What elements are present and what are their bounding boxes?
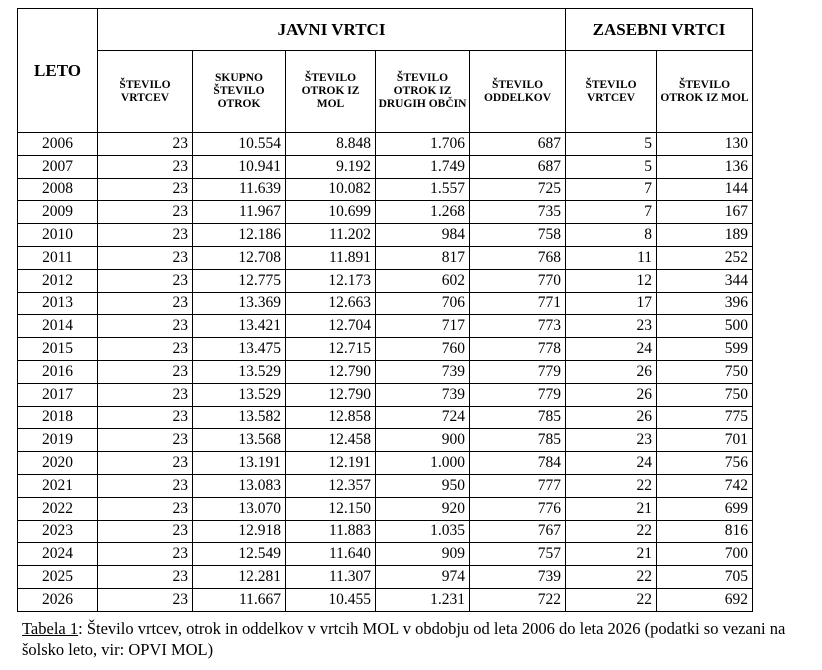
value-cell: 770 bbox=[470, 269, 566, 292]
value-cell: 13.191 bbox=[193, 452, 286, 475]
value-cell: 189 bbox=[657, 224, 753, 247]
value-cell: 23 bbox=[566, 315, 657, 338]
value-cell: 11.202 bbox=[286, 224, 376, 247]
year-cell: 2021 bbox=[18, 474, 98, 497]
value-cell: 13.369 bbox=[193, 292, 286, 315]
value-cell: 771 bbox=[470, 292, 566, 315]
table-row bbox=[18, 133, 753, 156]
value-cell: 750 bbox=[657, 360, 753, 383]
column-header-otrok-iz-drugih-obcin: ŠTEVILO OTROK IZ DRUGIH OBČIN bbox=[376, 51, 470, 133]
table-row bbox=[18, 315, 753, 338]
value-cell: 26 bbox=[566, 360, 657, 383]
value-cell: 12.663 bbox=[286, 292, 376, 315]
table-row bbox=[18, 224, 753, 247]
value-cell: 699 bbox=[657, 497, 753, 520]
value-cell: 12.549 bbox=[193, 543, 286, 566]
value-cell: 984 bbox=[376, 224, 470, 247]
value-cell: 11.967 bbox=[193, 201, 286, 224]
value-cell: 23 bbox=[98, 497, 193, 520]
value-cell: 11.639 bbox=[193, 178, 286, 201]
value-cell: 779 bbox=[470, 383, 566, 406]
sub-header-row bbox=[18, 51, 753, 133]
group-header-javni: JAVNI VRTCI bbox=[98, 9, 566, 51]
value-cell: 23 bbox=[98, 155, 193, 178]
column-header-javni-otrok-iz-mol: ŠTEVILO OTROK IZ MOL bbox=[286, 51, 376, 133]
value-cell: 10.082 bbox=[286, 178, 376, 201]
value-cell: 23 bbox=[98, 360, 193, 383]
year-cell: 2007 bbox=[18, 155, 98, 178]
value-cell: 12.918 bbox=[193, 520, 286, 543]
table-row bbox=[18, 269, 753, 292]
value-cell: 1.000 bbox=[376, 452, 470, 475]
value-cell: 7 bbox=[566, 201, 657, 224]
value-cell: 252 bbox=[657, 246, 753, 269]
table-row bbox=[18, 246, 753, 269]
table-row bbox=[18, 543, 753, 566]
column-header-leto: LETO bbox=[18, 9, 98, 133]
table-row bbox=[18, 338, 753, 361]
value-cell: 739 bbox=[470, 566, 566, 589]
value-cell: 735 bbox=[470, 201, 566, 224]
year-cell: 2013 bbox=[18, 292, 98, 315]
value-cell: 705 bbox=[657, 566, 753, 589]
table-row bbox=[18, 201, 753, 224]
value-cell: 767 bbox=[470, 520, 566, 543]
value-cell: 22 bbox=[566, 520, 657, 543]
year-cell: 2018 bbox=[18, 406, 98, 429]
value-cell: 1.268 bbox=[376, 201, 470, 224]
table-row bbox=[18, 155, 753, 178]
value-cell: 21 bbox=[566, 497, 657, 520]
value-cell: 23 bbox=[98, 178, 193, 201]
table-row bbox=[18, 178, 753, 201]
value-cell: 23 bbox=[98, 588, 193, 611]
value-cell: 344 bbox=[657, 269, 753, 292]
table-row bbox=[18, 588, 753, 611]
value-cell: 742 bbox=[657, 474, 753, 497]
table-row bbox=[18, 429, 753, 452]
value-cell: 12 bbox=[566, 269, 657, 292]
table-row bbox=[18, 452, 753, 475]
value-cell: 8.848 bbox=[286, 133, 376, 156]
value-cell: 23 bbox=[98, 246, 193, 269]
value-cell: 5 bbox=[566, 133, 657, 156]
column-header-zasebni-stevilo-vrtcev: ŠTEVILO VRTCEV bbox=[566, 51, 657, 133]
year-cell: 2014 bbox=[18, 315, 98, 338]
value-cell: 167 bbox=[657, 201, 753, 224]
value-cell: 12.704 bbox=[286, 315, 376, 338]
value-cell: 10.699 bbox=[286, 201, 376, 224]
value-cell: 12.357 bbox=[286, 474, 376, 497]
value-cell: 768 bbox=[470, 246, 566, 269]
value-cell: 23 bbox=[98, 543, 193, 566]
value-cell: 22 bbox=[566, 566, 657, 589]
column-header-skupno-stevilo-otrok: SKUPNO ŠTEVILO OTROK bbox=[193, 51, 286, 133]
value-cell: 816 bbox=[657, 520, 753, 543]
value-cell: 12.790 bbox=[286, 383, 376, 406]
value-cell: 750 bbox=[657, 383, 753, 406]
group-header-zasebni: ZASEBNI VRTCI bbox=[566, 9, 753, 51]
value-cell: 687 bbox=[470, 133, 566, 156]
table-row bbox=[18, 497, 753, 520]
group-header-row bbox=[18, 9, 753, 51]
value-cell: 26 bbox=[566, 406, 657, 429]
value-cell: 12.458 bbox=[286, 429, 376, 452]
value-cell: 23 bbox=[98, 452, 193, 475]
value-cell: 687 bbox=[470, 155, 566, 178]
column-header-javni-stevilo-vrtcev: ŠTEVILO VRTCEV bbox=[98, 51, 193, 133]
value-cell: 9.192 bbox=[286, 155, 376, 178]
table-row bbox=[18, 474, 753, 497]
value-cell: 1.557 bbox=[376, 178, 470, 201]
value-cell: 13.475 bbox=[193, 338, 286, 361]
year-cell: 2015 bbox=[18, 338, 98, 361]
value-cell: 1.231 bbox=[376, 588, 470, 611]
year-cell: 2010 bbox=[18, 224, 98, 247]
value-cell: 396 bbox=[657, 292, 753, 315]
value-cell: 599 bbox=[657, 338, 753, 361]
year-cell: 2023 bbox=[18, 520, 98, 543]
value-cell: 706 bbox=[376, 292, 470, 315]
column-header-zasebni-otrok-iz-mol: ŠTEVILO OTROK IZ MOL bbox=[657, 51, 753, 133]
year-cell: 2026 bbox=[18, 588, 98, 611]
value-cell: 23 bbox=[98, 383, 193, 406]
value-cell: 11.667 bbox=[193, 588, 286, 611]
value-cell: 23 bbox=[98, 474, 193, 497]
table-row bbox=[18, 406, 753, 429]
value-cell: 11.891 bbox=[286, 246, 376, 269]
value-cell: 776 bbox=[470, 497, 566, 520]
value-cell: 758 bbox=[470, 224, 566, 247]
value-cell: 23 bbox=[98, 315, 193, 338]
value-cell: 920 bbox=[376, 497, 470, 520]
value-cell: 784 bbox=[470, 452, 566, 475]
value-cell: 13.070 bbox=[193, 497, 286, 520]
value-cell: 22 bbox=[566, 474, 657, 497]
table-container bbox=[17, 8, 752, 612]
value-cell: 775 bbox=[657, 406, 753, 429]
table-row bbox=[18, 383, 753, 406]
value-cell: 7 bbox=[566, 178, 657, 201]
column-header-stevilo-oddelkov: ŠTEVILO ODDELKOV bbox=[470, 51, 566, 133]
value-cell: 11.883 bbox=[286, 520, 376, 543]
value-cell: 23 bbox=[98, 269, 193, 292]
value-cell: 717 bbox=[376, 315, 470, 338]
year-cell: 2009 bbox=[18, 201, 98, 224]
value-cell: 777 bbox=[470, 474, 566, 497]
value-cell: 136 bbox=[657, 155, 753, 178]
table-caption bbox=[22, 618, 812, 660]
value-cell: 23 bbox=[98, 338, 193, 361]
value-cell: 785 bbox=[470, 406, 566, 429]
value-cell: 130 bbox=[657, 133, 753, 156]
value-cell: 23 bbox=[98, 224, 193, 247]
value-cell: 974 bbox=[376, 566, 470, 589]
value-cell: 13.421 bbox=[193, 315, 286, 338]
year-cell: 2022 bbox=[18, 497, 98, 520]
table-row bbox=[18, 292, 753, 315]
value-cell: 5 bbox=[566, 155, 657, 178]
year-cell: 2019 bbox=[18, 429, 98, 452]
value-cell: 23 bbox=[98, 429, 193, 452]
table-row bbox=[18, 520, 753, 543]
value-cell: 817 bbox=[376, 246, 470, 269]
value-cell: 785 bbox=[470, 429, 566, 452]
value-cell: 23 bbox=[566, 429, 657, 452]
value-cell: 22 bbox=[566, 588, 657, 611]
value-cell: 13.529 bbox=[193, 383, 286, 406]
value-cell: 757 bbox=[470, 543, 566, 566]
value-cell: 13.529 bbox=[193, 360, 286, 383]
table-row bbox=[18, 566, 753, 589]
year-cell: 2020 bbox=[18, 452, 98, 475]
value-cell: 12.715 bbox=[286, 338, 376, 361]
value-cell: 12.790 bbox=[286, 360, 376, 383]
value-cell: 692 bbox=[657, 588, 753, 611]
year-cell: 2011 bbox=[18, 246, 98, 269]
value-cell: 1.035 bbox=[376, 520, 470, 543]
value-cell: 8 bbox=[566, 224, 657, 247]
caption-label: Tabela 1 bbox=[22, 619, 79, 638]
value-cell: 779 bbox=[470, 360, 566, 383]
value-cell: 12.173 bbox=[286, 269, 376, 292]
value-cell: 11 bbox=[566, 246, 657, 269]
value-cell: 12.150 bbox=[286, 497, 376, 520]
year-cell: 2016 bbox=[18, 360, 98, 383]
value-cell: 13.083 bbox=[193, 474, 286, 497]
value-cell: 773 bbox=[470, 315, 566, 338]
value-cell: 10.455 bbox=[286, 588, 376, 611]
value-cell: 13.582 bbox=[193, 406, 286, 429]
value-cell: 26 bbox=[566, 383, 657, 406]
value-cell: 739 bbox=[376, 383, 470, 406]
value-cell: 900 bbox=[376, 429, 470, 452]
value-cell: 24 bbox=[566, 452, 657, 475]
value-cell: 1.749 bbox=[376, 155, 470, 178]
value-cell: 11.307 bbox=[286, 566, 376, 589]
value-cell: 144 bbox=[657, 178, 753, 201]
value-cell: 950 bbox=[376, 474, 470, 497]
year-cell: 2012 bbox=[18, 269, 98, 292]
table-row bbox=[18, 360, 753, 383]
value-cell: 756 bbox=[657, 452, 753, 475]
value-cell: 11.640 bbox=[286, 543, 376, 566]
value-cell: 500 bbox=[657, 315, 753, 338]
value-cell: 12.186 bbox=[193, 224, 286, 247]
year-cell: 2025 bbox=[18, 566, 98, 589]
value-cell: 23 bbox=[98, 133, 193, 156]
value-cell: 12.281 bbox=[193, 566, 286, 589]
value-cell: 17 bbox=[566, 292, 657, 315]
value-cell: 12.858 bbox=[286, 406, 376, 429]
year-cell: 2006 bbox=[18, 133, 98, 156]
year-cell: 2017 bbox=[18, 383, 98, 406]
value-cell: 10.554 bbox=[193, 133, 286, 156]
value-cell: 13.568 bbox=[193, 429, 286, 452]
value-cell: 23 bbox=[98, 292, 193, 315]
value-cell: 10.941 bbox=[193, 155, 286, 178]
value-cell: 21 bbox=[566, 543, 657, 566]
table-body bbox=[18, 133, 753, 612]
value-cell: 23 bbox=[98, 406, 193, 429]
value-cell: 724 bbox=[376, 406, 470, 429]
caption-text: : Število vrtcev, otrok in oddelkov v vrtcih MOL v obdobju od leta 2006 do leta 2026 (podatki so vezani na šolsko leto, vir: OPVI MOL) bbox=[22, 619, 786, 659]
value-cell: 722 bbox=[470, 588, 566, 611]
value-cell: 23 bbox=[98, 566, 193, 589]
value-cell: 12.708 bbox=[193, 246, 286, 269]
year-cell: 2008 bbox=[18, 178, 98, 201]
value-cell: 739 bbox=[376, 360, 470, 383]
value-cell: 12.191 bbox=[286, 452, 376, 475]
value-cell: 760 bbox=[376, 338, 470, 361]
value-cell: 778 bbox=[470, 338, 566, 361]
value-cell: 725 bbox=[470, 178, 566, 201]
value-cell: 909 bbox=[376, 543, 470, 566]
year-cell: 2024 bbox=[18, 543, 98, 566]
value-cell: 700 bbox=[657, 543, 753, 566]
value-cell: 23 bbox=[98, 520, 193, 543]
value-cell: 602 bbox=[376, 269, 470, 292]
value-cell: 24 bbox=[566, 338, 657, 361]
value-cell: 12.775 bbox=[193, 269, 286, 292]
kindergarten-table bbox=[17, 8, 753, 612]
value-cell: 701 bbox=[657, 429, 753, 452]
value-cell: 23 bbox=[98, 201, 193, 224]
value-cell: 1.706 bbox=[376, 133, 470, 156]
